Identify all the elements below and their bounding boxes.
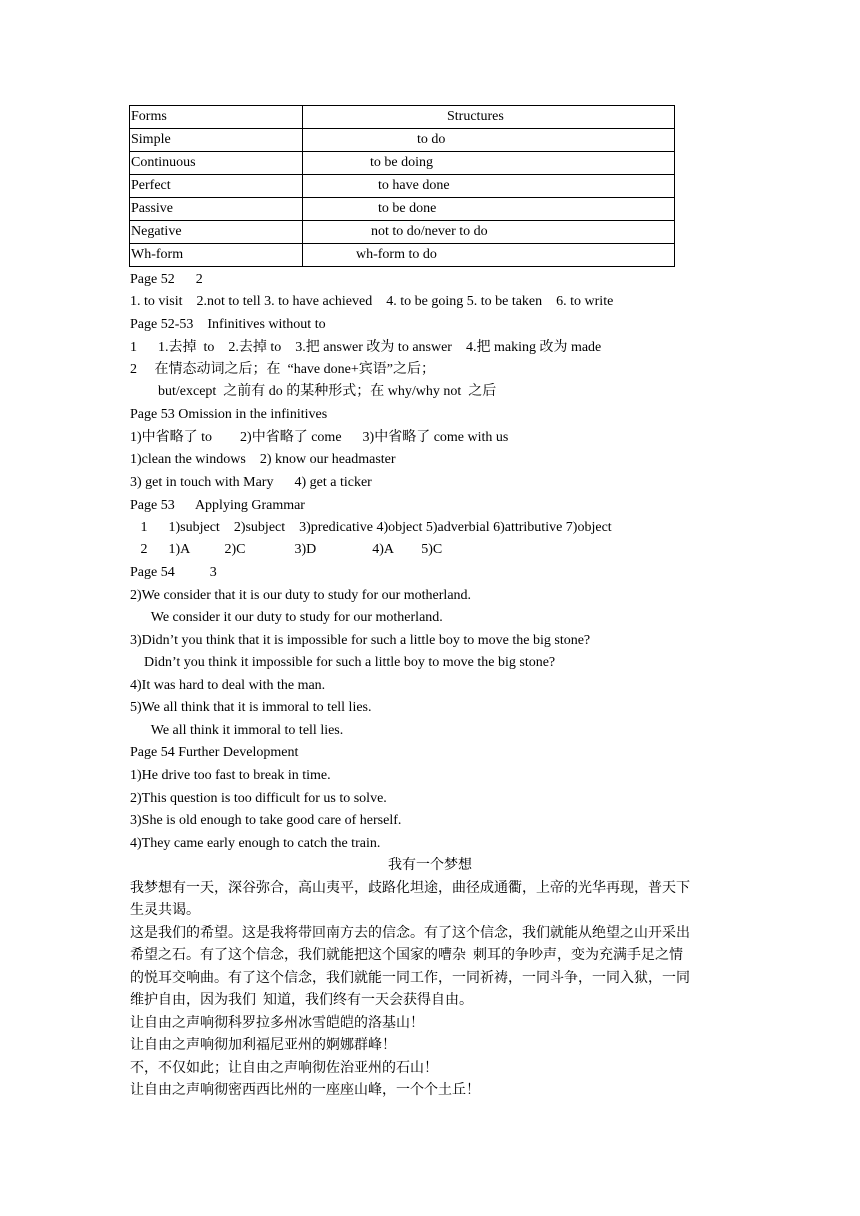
speech-line: 让自由之声响彻密西西比州的一座座山峰，一个个土丘！ [130,1083,480,1098]
text-line: Page 52 2 [130,272,203,287]
structure-cell: not to do/never to do [303,221,675,244]
form-cell: Simple [130,129,303,152]
text-line: 2 在情态动词之后；在 “have done+宾语”之后； [130,362,435,377]
text-line: 1 1.去掉 to 2.去掉 to 3.把 answer 改为 to answer 4.把 making 改为 made [130,340,602,355]
header-structures: Structures [303,106,675,129]
form-cell: Passive [130,198,303,221]
table-row [130,129,675,152]
structure-cell: wh-form to do [303,244,675,267]
text-line: 1 1)subject 2)subject 3)predicative 4)object 5)adverbial 6)attributive 7)object [130,520,612,535]
text-line: 1)clean the windows 2) know our headmaster [130,452,396,467]
table-row [130,198,675,221]
text-line: 3)Didn’t you think that it is impossible for such a little boy to move the big stone? [130,633,591,648]
text-line: We all think it immoral to tell lies. [130,723,344,738]
speech-line: 我梦想有一天，深谷弥合，高山夷平，歧路化坦途，曲径成通衢，上帝的光华再现，普天下 [130,881,690,896]
text-line: 1)中省略了 to 2)中省略了 come 3)中省略了 come with us [130,430,509,445]
text-line: Page 54 Further Development [130,745,299,760]
text-line: 2 1)A 2)C 3)D 4)A 5)C [130,542,443,557]
text-line: 1)He drive too fast to break in time. [130,768,331,783]
text-line: Didn’t you think it impossible for such a little boy to move the big stone? [130,655,556,670]
structure-cell: to do [303,129,675,152]
table-header-row [130,106,675,129]
text-line: but/except 之前有 do 的某种形式；在 why/why not 之后 [130,384,497,399]
text-line: 5)We all think that it is immoral to tell lies. [130,700,372,715]
structure-cell: to be doing [303,152,675,175]
text-line: Page 52-53 Infinitives without to [130,317,326,332]
speech-line: 这是我们的希望。这是我将带回南方去的信念。有了这个信念，我们就能从绝望之山开采出 [130,926,690,941]
header-forms: Forms [130,106,303,129]
structure-cell: to have done [303,175,675,198]
speech-line: 的悦耳交响曲。有了这个信念，我们就能一同工作，一同祈祷，一同斗争，一同入狱，一同 [130,971,690,986]
forms-structures-table [129,105,675,267]
form-cell: Continuous [130,152,303,175]
speech-line: 维护自由，因为我们 知道，我们终有一天会获得自由。 [130,993,473,1008]
text-line: 4)They came early enough to catch the train. [130,836,381,851]
structure-cell: to be done [303,198,675,221]
text-line: Page 53 Applying Grammar [130,498,305,513]
form-cell: Negative [130,221,303,244]
text-line: 4)It was hard to deal with the man. [130,678,326,693]
table-row [130,152,675,175]
text-line: Page 53 Omission in the infinitives [130,407,328,422]
form-cell: Perfect [130,175,303,198]
text-line: 3) get in touch with Mary 4) get a ticker [130,475,372,490]
text-line: 2)We consider that it is our duty to study for our motherland. [130,588,472,603]
text-line: 3)She is old enough to take good care of herself. [130,813,402,828]
text-line: 2)This question is too difficult for us to solve. [130,791,387,806]
text-line: We consider it our duty to study for our motherland. [130,610,443,625]
form-cell: Wh-form [130,244,303,267]
speech-line: 希望之石。有了这个信念，我们就能把这个国家的嘈杂 刺耳的争吵声，变为充满手足之情 [130,948,683,963]
text-line: 1. to visit 2.not to tell 3. to have achieved 4. to be going 5. to be taken 6. to write [130,294,614,309]
table-row [130,175,675,198]
speech-line: 让自由之声响彻科罗拉多州冰雪皑皑的洛基山！ [130,1016,424,1031]
table-row [130,244,675,267]
speech-line: 让自由之声响彻加利福尼亚州的婀娜群峰！ [130,1038,396,1053]
text-line: Page 54 3 [130,565,217,580]
speech-title: 我有一个梦想 [388,858,472,873]
table-row [130,221,675,244]
speech-line: 生灵共谒。 [130,903,200,918]
speech-line: 不，不仅如此；让自由之声响彻佐治亚州的石山！ [130,1061,438,1076]
